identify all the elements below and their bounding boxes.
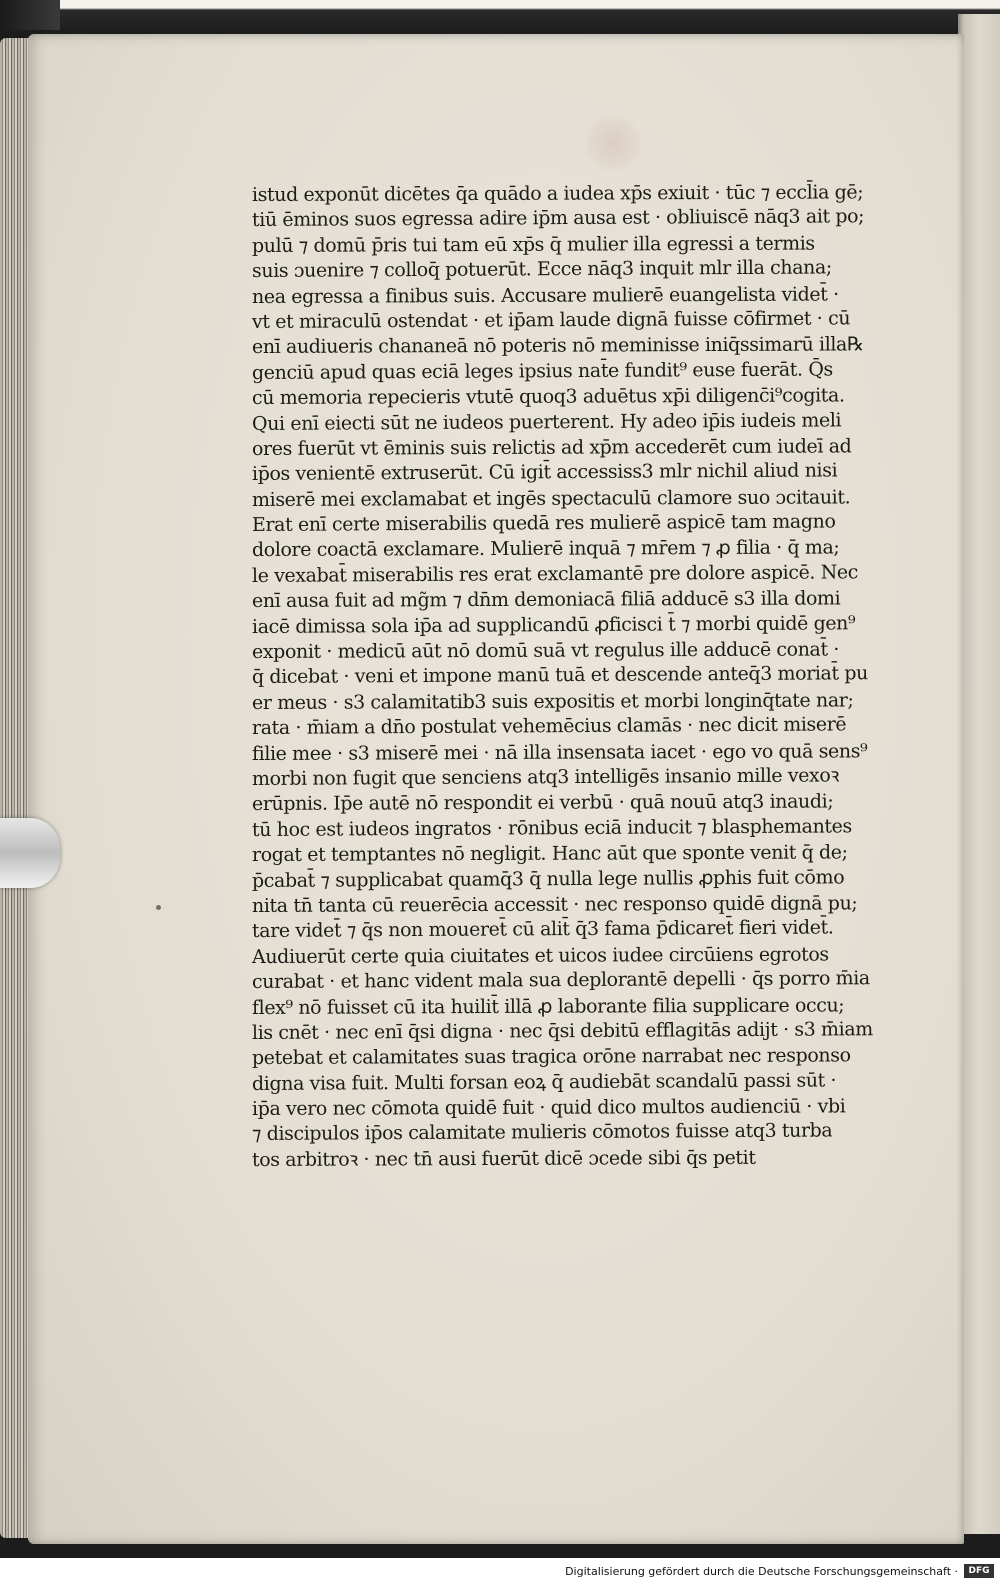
ink-spot <box>156 905 161 910</box>
text-line: tū hoc est iudeos ingratos · rōnibus eciā inducit ⁊ blasphemantes <box>251 815 852 841</box>
dfg-logo: DFG <box>964 1564 994 1578</box>
text-line: nita tn̄ tanta cū reuerēcia accessit · nec responso quidē dignā pu; <box>251 892 858 917</box>
text-line: curabat · et hanc vident mala sua deplorantē depelli · q̄s porro m̄ia <box>251 967 870 994</box>
text-line: ores fuerūt vt ēminis suis relictis ad xp̄m accederēt cum iudeī ad <box>251 435 852 460</box>
text-line: tiū ēminos suos egressa adire ip̄m ausa est · obliuiscē nāq3 ait po; <box>251 205 865 232</box>
text-line: p̄cabat̄ ⁊ supplicabat quamq̄3 q̄ nulla lege nullis ꝓphis fuit cōmo <box>251 865 845 892</box>
text-line: tos arbitroꝛ · nec tn̄ ausi fuerūt dicē ɔcede sibi q̄s petit <box>251 1146 756 1171</box>
text-line: miserē mei exclamabat et ingēs spectaculū clamore suo ɔcitauit. <box>251 486 851 511</box>
text-line: enī ausa fuit ad mg̃m ⁊ dn̄m demoniacā filiā adducē s3 illa domi <box>251 587 841 613</box>
scanner-corner <box>0 0 60 30</box>
text-line: rogat et temptantes nō negligit. Hanc aūt que sponte venit q̄ de; <box>251 841 848 867</box>
text-line: ip̄a vero nec cōmota quidē fuit · quid dico multos audienciū · vbi <box>251 1095 846 1121</box>
text-line: petebat et calamitates suas tragica orōne narrabat nec responso <box>251 1044 851 1070</box>
footer-bar <box>0 1558 1000 1582</box>
text-line: q̄ dicebat · veni et impone manū tuā et descende anteq̄3 moriat̄ pu <box>251 662 868 689</box>
facing-page-edge <box>958 14 1000 1534</box>
text-line: lis cnēt · nec enī q̄si digna · nec q̄si debitū efflagitās adijt · s3 m̄iam <box>251 1018 873 1044</box>
funding-credit: Digitalisierung gefördert durch die Deutsche Forschungsgemeinschaft · <box>565 1565 958 1578</box>
text-line: pulū ⁊ domū p̄ris tui tam eū xp̄s q̄ mulier illa egressi a termis <box>251 232 815 257</box>
text-line: Audiuerūt certe quia ciuitates et uicos iudee circūiens egrotos <box>251 943 829 968</box>
text-line: cū memoria repecieris vtutē quoq3 aduētus xp̄i diligenc̄i⁹cogita. <box>251 384 845 410</box>
text-line: filie mee · s3 miserē mei · nā illa insensata iacet · ego vo quā sens⁹ <box>251 739 868 765</box>
text-line: enī audiueris chananeā nō poteris nō meminisse iniq̄ssimarū illa℞ <box>251 333 864 359</box>
text-line: istud exponūt dicētes q̄a quādo a iudea xp̄s exiuit · tūc ⁊ eccl̄ia gē; <box>251 181 864 206</box>
text-line: iacē dimissa sola ip̄a ad supplicandū ꝓficisci t̄ ⁊ morbi quidē gen⁹ <box>251 611 856 638</box>
blackletter-text-column <box>252 183 892 1173</box>
text-line: Erat enī certe miserabilis quedā res mulierē aspicē tam magno <box>251 510 836 537</box>
text-line: suis ɔuenire ⁊ colloq̄ potuerūt. Ecce nāq3 inquit mlr illa chana; <box>251 256 832 283</box>
text-line: rata · m̄iam a dn̄o postulat vehemēcius clamās · nec dicit miserē <box>251 713 847 740</box>
text-line: erūpnis. Ip̄e autē nō respondit ei verbū · quā nouū atq3 inaudi; <box>251 790 834 816</box>
text-line: Qui enī eiecti sūt ne iudeos puerterent. Hy adeo ip̄is iudeis meli <box>251 408 842 435</box>
text-line: tare videt̄ ⁊ q̄s non moueret̄ cū alit̄ q̄3 fama p̄dicaret̄ fieri videt̄. <box>251 916 834 943</box>
text-line: ip̄os venientē extruserūt. Cū igit̄ accessiss3 mlr nichil aliud nisi <box>251 459 838 486</box>
text-line: le vexabat̄ miserabilis res erat exclamantē pre dolore aspicē. Nec <box>251 561 859 587</box>
library-stamp-mark <box>583 114 643 172</box>
page-clip <box>0 818 60 888</box>
text-line: digna visa fuit. Multi forsan eoꝝ q̄ audiebāt scandalū passi sūt · <box>251 1069 837 1095</box>
text-line: vt et miraculū ostendat · et ip̄am laude dignā fuisse cōfirmet · cū <box>251 307 851 333</box>
text-line: dolore coactā exclamare. Mulierē inquā ⁊ mr̄em ⁊ ꝓ filia · q̄ ma; <box>251 536 840 562</box>
text-line: ⁊ discipulos ip̄os calamitate mulieris cōmotos fuisse atq3 turba <box>251 1119 833 1146</box>
text-line: nea egressa a finibus suis. Accusare mulierē euangelista videt̄ · <box>251 283 839 308</box>
text-line: genciū apud quas eciā leges ipsius nat̄e fundit⁹ euse fuerāt. Q̄s <box>251 358 833 384</box>
text-line: exponit · medicū aūt nō domū suā vt regulus ille adducē conat̄ · <box>251 638 840 664</box>
text-line: morbi non fugit que senciens atq3 intelligēs insanio mille vexoꝛ <box>251 764 840 790</box>
text-line: er meus · s3 calamitatib3 suis expositis et morbi longinq̄tate nar; <box>251 689 854 714</box>
text-line: flex⁹ nō fuisset cū ita huilit̄ illā ꝓ laborante filia supplicare occu; <box>251 993 845 1019</box>
